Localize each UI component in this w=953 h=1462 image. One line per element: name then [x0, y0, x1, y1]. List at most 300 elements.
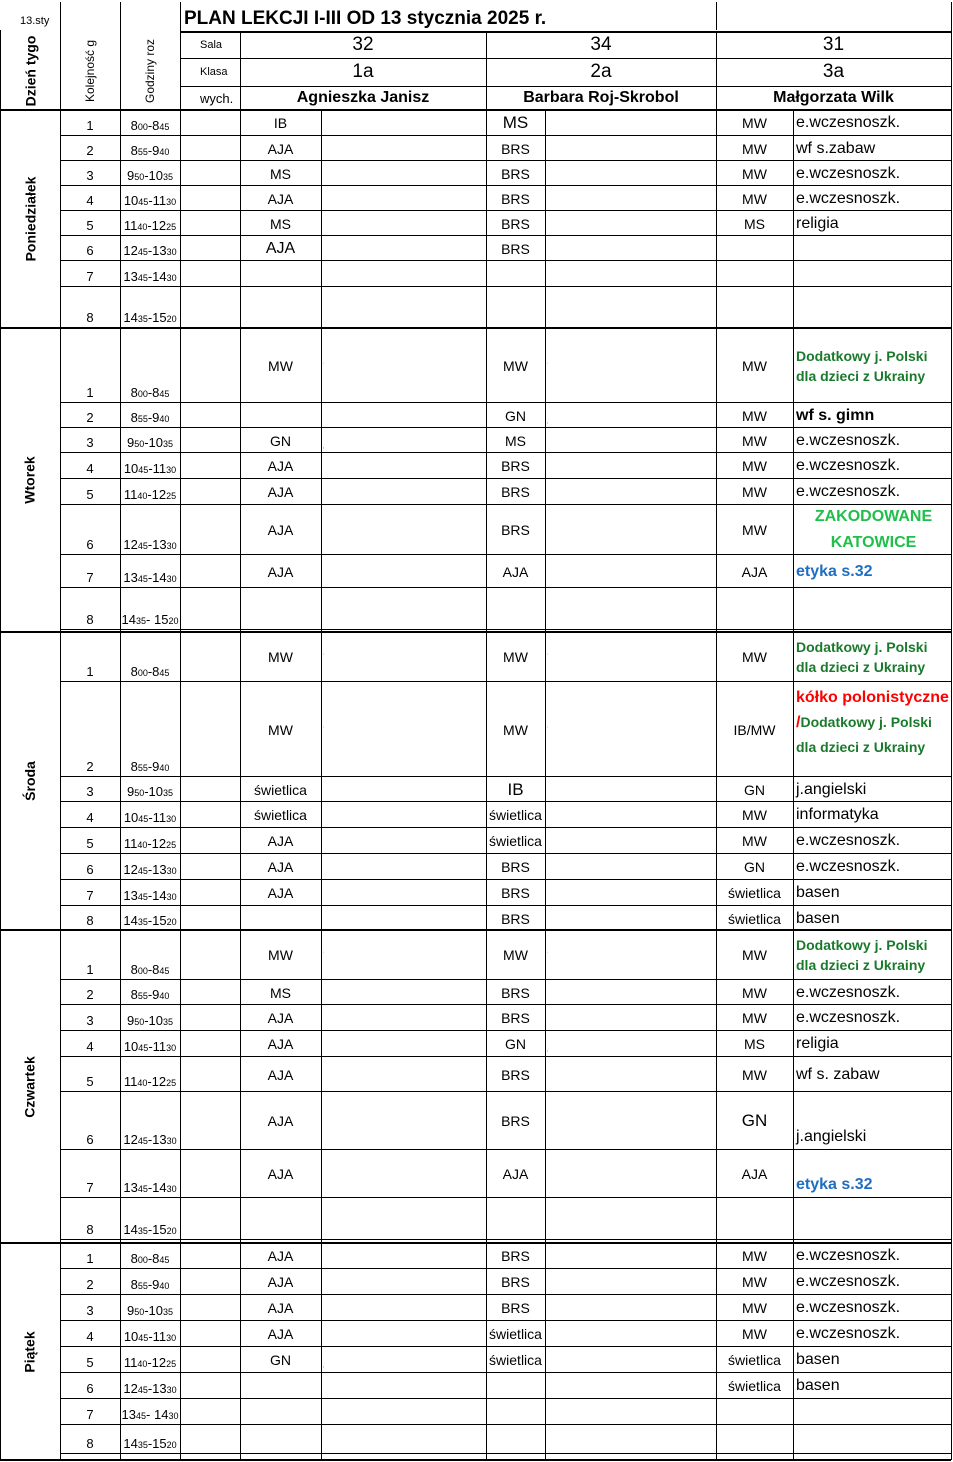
- time-minutes: 20: [166, 1440, 177, 1450]
- vertical-line: [545, 110, 546, 1460]
- time-hour: 14: [123, 310, 138, 325]
- bottom-border: [0, 1459, 952, 1460]
- time-minutes: 40: [159, 414, 170, 424]
- lesson-hours: [120, 186, 180, 211]
- time-minutes: 50: [134, 439, 145, 449]
- time-minutes: 45: [138, 814, 149, 824]
- lesson-hours: [120, 555, 180, 588]
- time-minutes: 50: [134, 172, 145, 182]
- time-minutes: 20: [166, 314, 177, 324]
- page-title: PLAN LEKCJI I-III OD 13 stycznia 2025 r.: [184, 8, 547, 29]
- time-minutes: 45: [159, 668, 170, 678]
- subject-part: Dodatkowy j. Polski dla dzieci z Ukrainy: [796, 714, 932, 755]
- teacher-code: GN: [744, 859, 765, 875]
- lesson-number: 8: [86, 1436, 94, 1451]
- time-minutes: 45: [138, 1043, 149, 1053]
- lesson-hours: [120, 1005, 180, 1031]
- class-3-teacher: Małgorzata Wilk: [773, 89, 894, 106]
- time-hour: 13: [123, 1180, 138, 1195]
- teacher-code: [240, 261, 321, 287]
- teacher-code: [486, 1373, 545, 1399]
- lesson-number: 2: [86, 987, 94, 1002]
- subject-cell: e.wczesnoszk.: [796, 483, 901, 500]
- time-hour: 9: [126, 168, 135, 183]
- vertical-line: [716, 32, 717, 110]
- teacher-code: BRS: [501, 140, 530, 157]
- lesson-hours: [120, 1295, 180, 1321]
- teacher-code: MW: [503, 721, 528, 738]
- lesson-hours: [120, 1057, 180, 1092]
- teacher-code: MS: [270, 984, 291, 1001]
- teacher-code: MW: [742, 1010, 767, 1026]
- teacher-code: [240, 1198, 321, 1240]
- time-hour: 10: [123, 193, 139, 208]
- time-minutes: 30: [166, 247, 177, 257]
- teacher-code: AJA: [741, 1166, 768, 1182]
- time-minutes: 45: [137, 574, 148, 584]
- subject-cell: etyka s.32: [796, 562, 873, 580]
- lesson-hours: [120, 1198, 180, 1240]
- subject-cell: [793, 1399, 951, 1425]
- teacher-code: MW: [742, 407, 767, 424]
- time-minutes: 00: [137, 389, 148, 399]
- teacher-code: [486, 287, 545, 328]
- time-hour: 8: [130, 759, 138, 774]
- time-hour: 14: [123, 913, 138, 928]
- lesson-hours: [120, 1092, 180, 1150]
- time-hour: -9: [147, 1277, 160, 1292]
- time-hour: 9: [126, 1303, 135, 1318]
- time-hour: -9: [147, 759, 160, 774]
- time-hour: -12: [147, 1355, 167, 1370]
- time-minutes: 55: [137, 147, 148, 157]
- teacher-code: MW: [742, 1326, 767, 1342]
- subject-cell: Dodatkowy j. Polski dla dzieci z Ukrainy: [796, 347, 928, 384]
- teacher-code: [486, 1198, 545, 1240]
- time-minutes: 55: [137, 1281, 148, 1291]
- time-hour: 8: [130, 1277, 138, 1292]
- teacher-code: BRS: [501, 522, 530, 538]
- time-hour: -13: [147, 537, 167, 552]
- teacher-code: MW: [742, 458, 767, 474]
- header-col-day: [0, 32, 60, 110]
- teacher-code: BRS: [501, 885, 530, 901]
- vertical-line: [486, 110, 487, 1460]
- teacher-code: GN: [270, 1352, 291, 1368]
- lesson-number: 8: [86, 1222, 94, 1237]
- time-minutes: 45: [159, 122, 170, 132]
- vertical-line: [120, 2, 121, 1460]
- lesson-hours: [120, 287, 180, 328]
- subject-cell: Dodatkowy j. Polski dla dzieci z Ukrainy: [796, 639, 928, 675]
- teacher-code: BRS: [501, 215, 530, 232]
- right-border: [951, 30, 952, 1460]
- header-line-sala: [180, 58, 951, 59]
- time-hour: 11: [123, 487, 138, 502]
- day-3-name: [0, 632, 60, 930]
- lesson-number: 8: [86, 913, 94, 928]
- teacher-code: AJA: [267, 1300, 294, 1316]
- vertical-line: [793, 110, 794, 1460]
- teacher-code: AJA: [267, 1066, 294, 1083]
- time-hour: 8: [130, 962, 138, 977]
- time-minutes: 40: [137, 222, 148, 232]
- teacher-code: świetlica: [728, 1378, 781, 1394]
- time-minutes: 45: [159, 389, 170, 399]
- time-minutes: 45: [138, 465, 149, 475]
- subject-cell: ZAKODOWANE KATOWICE: [814, 508, 933, 551]
- lesson-hours: [120, 479, 180, 505]
- lesson-hours: [120, 1399, 180, 1425]
- time-minutes: 40: [137, 491, 148, 501]
- time-minutes: 30: [166, 1136, 177, 1146]
- time-minutes: 35: [136, 616, 147, 626]
- time-minutes: 35: [163, 439, 174, 449]
- teacher-code: GN: [505, 407, 526, 424]
- lesson-number: 4: [86, 1039, 94, 1054]
- subject-cell: wf s.zabaw: [796, 139, 876, 157]
- subject-cell: [793, 261, 951, 287]
- lesson-number: 4: [86, 810, 94, 825]
- teacher-code: MW: [742, 522, 767, 538]
- teacher-code: GN: [741, 1111, 768, 1130]
- time-hour: -15: [147, 1436, 167, 1451]
- time-minutes: 55: [137, 991, 148, 1001]
- time-hour: 9: [126, 1013, 135, 1028]
- time-minutes: 35: [137, 314, 148, 324]
- lesson-hours: [120, 854, 180, 880]
- teacher-code: GN: [270, 432, 291, 449]
- time-minutes: 00: [137, 122, 148, 132]
- time-minutes: 30: [166, 1184, 177, 1194]
- subject-cell: religia: [796, 214, 839, 232]
- teacher-code: AJA: [267, 1326, 294, 1342]
- lesson-number: 6: [86, 1381, 94, 1396]
- lesson-hours: [120, 161, 180, 186]
- time-hour: -12: [147, 836, 167, 851]
- vertical-line: [321, 110, 322, 1460]
- lesson-number: 4: [86, 193, 94, 208]
- teacher-code: AJA: [267, 563, 294, 580]
- header-bottom-line: [0, 109, 951, 111]
- subject-cell: e.wczesnoszk.: [796, 457, 901, 474]
- subject-cell: [793, 682, 951, 777]
- teacher-code: MW: [503, 649, 528, 665]
- lesson-hours: [120, 1269, 180, 1295]
- teacher-code: AJA: [267, 833, 294, 849]
- teacher-code: BRS: [501, 165, 530, 182]
- time-hour: 10: [123, 1039, 139, 1054]
- header-top-line: [180, 31, 951, 33]
- lesson-number: 1: [86, 664, 94, 679]
- subject-cell: e.wczesnoszk.: [796, 164, 901, 182]
- time-hour: 11: [123, 1355, 138, 1370]
- lesson-hours: [120, 328, 180, 403]
- teacher-code: [486, 1425, 545, 1454]
- teacher-code: AJA: [502, 1166, 529, 1182]
- teacher-code: MW: [742, 484, 767, 500]
- time-minutes: 30: [166, 465, 177, 475]
- subject-cell: j.angielski: [796, 780, 867, 798]
- teacher-code: GN: [505, 1036, 526, 1052]
- time-hour: 14: [123, 1222, 138, 1237]
- time-minutes: 30: [166, 574, 177, 584]
- time-minutes: 20: [166, 1226, 177, 1236]
- subject-part: kółko polonistyczne /: [796, 689, 949, 731]
- lesson-number: 6: [86, 537, 94, 552]
- class-1-teacher: Agnieszka Janisz: [296, 89, 430, 106]
- time-hour: -13: [147, 1381, 167, 1396]
- subject-cell: e.wczesnoszk.: [796, 858, 901, 875]
- lesson-hours: [120, 930, 180, 980]
- time-minutes: 45: [136, 1411, 147, 1421]
- teacher-code: MW: [268, 357, 293, 374]
- time-hour: 12: [123, 1381, 138, 1396]
- teacher-code: świetlica: [489, 807, 542, 823]
- lesson-hours: [120, 1150, 180, 1198]
- time-minutes: 20: [168, 616, 179, 626]
- lesson-hours: [120, 1031, 180, 1057]
- time-minutes: 40: [159, 763, 170, 773]
- teacher-code: IB: [273, 115, 288, 131]
- day-2-name: [0, 328, 60, 632]
- teacher-code: BRS: [501, 240, 530, 257]
- time-hour: 12: [123, 1132, 138, 1147]
- header-label-sala: Sala: [200, 39, 223, 51]
- teacher-code: BRS: [501, 1010, 530, 1026]
- vertical-line: [716, 110, 717, 1460]
- teacher-code: świetlica: [728, 1352, 781, 1368]
- teacher-code: MW: [742, 1248, 767, 1264]
- lesson-number: 5: [86, 1355, 94, 1370]
- lesson-hours: [120, 777, 180, 802]
- time-hour: -9: [147, 987, 160, 1002]
- class-3-klasa: 3a: [822, 61, 845, 82]
- teacher-code: MW: [268, 721, 293, 738]
- class-1-sala: 32: [352, 34, 374, 55]
- lesson-hours: [120, 880, 180, 906]
- teacher-code: [486, 588, 545, 630]
- time-hour: -13: [147, 862, 167, 877]
- day-1-name: [0, 110, 60, 328]
- time-hour: -11: [148, 1329, 167, 1344]
- time-hour: -13: [147, 1132, 167, 1147]
- subject-cell: [793, 1425, 951, 1454]
- time-minutes: 45: [137, 273, 148, 283]
- teacher-code: BRS: [501, 190, 530, 207]
- teacher-code: [240, 287, 321, 328]
- teacher-code: MW: [742, 1066, 767, 1083]
- time-hour: -14: [147, 888, 167, 903]
- lesson-hours: [120, 1373, 180, 1399]
- subject-cell: e.wczesnoszk.: [796, 114, 901, 131]
- time-minutes: 30: [166, 866, 177, 876]
- time-hour: 8: [130, 385, 138, 400]
- lesson-hours: [120, 261, 180, 287]
- vertical-line: [60, 2, 61, 1460]
- time-minutes: 25: [166, 1359, 177, 1369]
- lesson-number: 7: [86, 888, 94, 903]
- teacher-code: [240, 403, 321, 428]
- time-hour: 12: [123, 243, 138, 258]
- time-minutes: 40: [159, 1281, 170, 1291]
- time-hour: -12: [147, 218, 167, 233]
- time-hour: -8: [147, 1251, 160, 1266]
- teacher-code: AJA: [741, 563, 768, 580]
- header-label-wych: wych.: [200, 90, 234, 106]
- subject-cell: wf s. zabaw: [796, 1065, 880, 1083]
- lesson-hours: [120, 632, 180, 682]
- lesson-number: 3: [86, 1303, 94, 1318]
- top-gridline: [60, 2, 61, 30]
- teacher-code: MW: [268, 947, 293, 963]
- day-name-label: Poniedziałek: [22, 176, 38, 262]
- time-minutes: 45: [137, 1136, 148, 1146]
- time-minutes: 25: [166, 222, 177, 232]
- lesson-hours: [120, 828, 180, 854]
- subject-cell: basen: [796, 1351, 840, 1368]
- time-hour: 11: [123, 836, 138, 851]
- time-minutes: 35: [163, 788, 174, 798]
- teacher-code: AJA: [502, 563, 529, 580]
- time-minutes: 45: [159, 1255, 170, 1265]
- time-minutes: 25: [166, 491, 177, 501]
- subject-cell: e.wczesnoszk.: [796, 832, 901, 849]
- teacher-code: świetlica: [489, 1326, 542, 1342]
- header-line-klasa: [180, 86, 951, 87]
- class-1-klasa: 1a: [352, 61, 374, 82]
- teacher-code: MW: [742, 649, 767, 665]
- subject-cell: e.wczesnoszk.: [796, 1299, 901, 1316]
- day-name-label: Środa: [22, 761, 38, 801]
- teacher-code: AJA: [267, 1010, 294, 1026]
- class-2-teacher: Barbara Roj-Skrobol: [523, 89, 679, 106]
- time-hour: -8: [147, 385, 160, 400]
- subject-cell: e.wczesnoszk.: [796, 431, 901, 449]
- teacher-code: AJA: [267, 140, 294, 157]
- time-hour: -8: [147, 962, 160, 977]
- time-minutes: 30: [166, 1385, 177, 1395]
- teacher-code: [240, 1399, 321, 1425]
- teacher-code: [240, 1373, 321, 1399]
- time-hour: 8: [130, 987, 138, 1002]
- lesson-number: 6: [86, 1132, 94, 1147]
- lesson-number: 3: [86, 168, 94, 183]
- time-hour: -11: [148, 1039, 167, 1054]
- subject-cell: basen: [796, 884, 840, 901]
- teacher-code: AJA: [267, 1166, 294, 1182]
- teacher-code: [716, 1425, 793, 1454]
- teacher-code: [240, 906, 321, 931]
- time-minutes: 45: [137, 541, 148, 551]
- lesson-number: 7: [86, 570, 94, 585]
- lesson-number: 1: [86, 962, 94, 977]
- time-minutes: 30: [166, 197, 177, 207]
- teacher-code: świetlica: [489, 833, 542, 849]
- subject-cell: e.wczesnoszk.: [796, 1325, 901, 1342]
- vertical-line: [180, 2, 181, 1460]
- teacher-code: MW: [742, 833, 767, 849]
- teacher-code: świetlica: [254, 781, 307, 798]
- time-minutes: 00: [137, 966, 148, 976]
- teacher-code: AJA: [267, 522, 294, 538]
- row-divider: [60, 1239, 951, 1240]
- time-hour: - 15: [146, 612, 169, 627]
- teacher-code: [716, 287, 793, 328]
- subject-cell: basen: [796, 909, 840, 927]
- time-hour: -8: [147, 118, 160, 133]
- subject-cell: j.angielski: [796, 1128, 867, 1145]
- day-5-name: [0, 1243, 60, 1460]
- time-hour: -10: [144, 1303, 164, 1318]
- lesson-number: 6: [86, 243, 94, 258]
- time-hour: -11: [148, 193, 167, 208]
- teacher-code: MW: [503, 357, 528, 374]
- time-hour: 8: [130, 1251, 138, 1266]
- time-hour: 13: [123, 570, 138, 585]
- time-minutes: 35: [163, 1017, 174, 1027]
- teacher-code: MW: [742, 140, 767, 157]
- lesson-number: 2: [86, 1277, 94, 1292]
- top-gridline: [120, 2, 121, 30]
- teacher-code: [240, 1425, 321, 1454]
- subject-cell: e.wczesnoszk.: [796, 983, 901, 1001]
- vertical-line: [240, 110, 241, 1460]
- time-minutes: 00: [137, 668, 148, 678]
- teacher-code: MW: [742, 165, 767, 182]
- time-minutes: 40: [159, 991, 170, 1001]
- teacher-code: GN: [744, 781, 765, 798]
- time-minutes: 45: [159, 966, 170, 976]
- time-minutes: 20: [166, 917, 177, 927]
- time-minutes: 35: [137, 917, 148, 927]
- lesson-hours: [120, 453, 180, 479]
- time-hour: -12: [147, 487, 167, 502]
- teacher-code: świetlica: [489, 1352, 542, 1368]
- lesson-hours: [120, 980, 180, 1005]
- teacher-code: MW: [742, 357, 767, 374]
- lesson-hours: [120, 1425, 180, 1454]
- teacher-code: AJA: [267, 484, 294, 500]
- lesson-number: 7: [86, 1180, 94, 1195]
- time-hour: -15: [147, 1222, 167, 1237]
- time-hour: -9: [147, 143, 160, 158]
- lesson-number: 4: [86, 461, 94, 476]
- teacher-code: AJA: [267, 190, 294, 207]
- sheet-tag: 13.sty: [20, 15, 50, 27]
- time-minutes: 50: [134, 1017, 145, 1027]
- teacher-code: MS: [744, 215, 765, 232]
- time-hour: -10: [144, 784, 164, 799]
- time-hour: -15: [147, 913, 167, 928]
- lesson-hours: [120, 505, 180, 555]
- time-hour: 12: [123, 537, 138, 552]
- time-hour: 11: [123, 1074, 138, 1089]
- time-minutes: 40: [159, 147, 170, 157]
- time-minutes: 30: [166, 541, 177, 551]
- lesson-number: 8: [86, 612, 94, 627]
- lesson-number: 5: [86, 218, 94, 233]
- teacher-code: BRS: [501, 1066, 530, 1083]
- header-col-order: [60, 32, 120, 110]
- header-col-order-label: Kolejność g: [83, 39, 98, 103]
- subject-cell: [793, 1198, 951, 1240]
- time-minutes: 00: [137, 1255, 148, 1265]
- teacher-code: [486, 261, 545, 287]
- teacher-code: BRS: [501, 1274, 530, 1290]
- lesson-number: 7: [86, 269, 94, 284]
- teacher-code: AJA: [267, 458, 294, 474]
